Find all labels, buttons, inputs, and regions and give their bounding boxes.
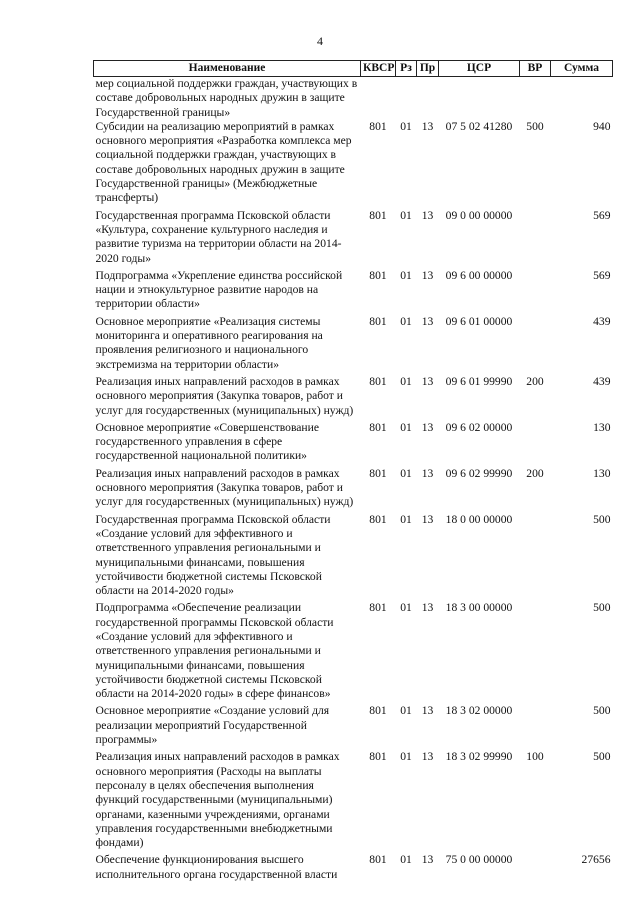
row-rz: 01 [400,420,412,434]
header-kvsr: КВСР [361,61,396,77]
row-kvsr: 801 [369,208,387,222]
row-rz: 01 [400,314,412,328]
row-sum: 500 [593,750,611,764]
row-rz: 01 [400,466,412,480]
row-csr: 09 6 00 00000 [445,268,513,282]
row-kvsr: 801 [369,466,387,480]
row-name: Основное мероприятие «Реализация системы мониторинга и оперативного реагирования на проявления религиозного и национального экстремизма на территории области» [95,314,323,371]
table-row [94,704,613,750]
row-rz: 01 [400,750,412,764]
row-vr [520,421,551,467]
header-sum: Сумма [551,61,613,77]
row-pr: 13 [421,314,434,328]
row-csr: 09 6 02 00000 [445,420,513,434]
row-rz: 01 [400,374,412,388]
table-row [94,120,613,209]
row-sum: 130 [593,420,611,434]
row-sum: 27656 [581,853,611,867]
row-pr: 13 [421,601,434,615]
row-pr: 13 [421,208,434,222]
header-name: Наименование [94,61,361,77]
row-kvsr: 801 [369,374,387,388]
row-rz: 01 [400,601,412,615]
row-sum: 500 [593,601,611,615]
row-kvsr: 801 [369,420,387,434]
table-header-row [94,61,613,77]
table-row [94,209,613,269]
row-name: Подпрограмма «Обеспечение реализации государственной программы Псковской области «Создание условий для эффективного и ответственного управления региональными и муниципальными финансами, повышения устойчивости бюджетной системы Псковской области на 2014-2020 годы» в сфере финансов» [95,601,334,701]
header-csr: ЦСР [439,61,520,77]
header-rz: Рз [396,61,417,77]
row-csr: 07 5 02 41280 [445,119,513,133]
row-name: Основное мероприятие «Создание условий для реализации мероприятий Государственной программы» [95,704,330,747]
row-csr: 18 3 02 00000 [445,704,513,718]
row-rz: 01 [400,512,412,526]
table-row [94,421,613,467]
table-row [94,853,613,885]
continuation-row [94,77,613,120]
row-pr: 13 [421,268,434,282]
row-csr: 09 6 01 00000 [445,314,513,328]
row-kvsr: 801 [369,601,387,615]
row-vr: 200 [526,374,544,388]
row-kvsr: 801 [369,268,387,282]
row-name: Субсидии на реализацию мероприятий в рамках основного мероприятия «Разработка комплекса мер социальной поддержки граждан, участвующих в составе добровольных народных дружин в защите Государственной границы» (Межбюджетные трансферты) [95,119,352,205]
row-vr [520,269,551,315]
row-name: Основное мероприятие «Совершенствование государственного управления в сфере государственной национальной политики» [95,420,319,463]
row-vr: 500 [526,119,544,133]
row-csr: 18 3 02 99990 [445,750,513,764]
row-pr: 13 [421,466,434,480]
row-csr: 75 0 00 00000 [445,853,513,867]
continuation-text: мер социальной поддержки граждан, участвующих в составе добровольных народных дружин в защите Государственной границы» [95,77,358,119]
table-row [94,513,613,602]
row-vr [520,853,551,885]
row-vr [520,601,551,704]
row-name: Подпрограмма «Укрепление единства российской нации и этнокультурное развитие народов на территории области» [95,268,343,311]
table-row [94,269,613,315]
row-name: Реализация иных направлений расходов в рамках основного мероприятия (Расходы на выплаты персоналу в целях обеспечения выполнения функций государственными (муниципальными) органами, казенными учреждениями, органами управления государственными внебюджетными фондами) [95,750,340,850]
row-name: Реализация иных направлений расходов в рамках основного мероприятия (Закупка товаров, работ и услуг для государственных (муниципальных) нужд) [95,466,354,509]
table-row [94,467,613,513]
row-kvsr: 801 [369,853,387,867]
row-csr: 18 3 00 00000 [445,601,513,615]
row-rz: 01 [400,208,412,222]
row-rz: 01 [400,268,412,282]
row-name: Государственная программа Псковской области «Создание условий для эффективного и ответственного управления региональными и муниципальными финансами, повышения устойчивости бюджетной системы Псковской области на 2014-2020 годы» [95,512,331,598]
table-row [94,315,613,375]
row-sum: 439 [593,314,611,328]
row-vr [520,315,551,375]
page-number: 4 [317,34,323,48]
row-pr: 13 [421,119,434,133]
row-pr: 13 [421,374,434,388]
row-kvsr: 801 [369,750,387,764]
header-vr: ВР [520,61,551,77]
row-vr [520,513,551,602]
row-vr: 200 [526,466,544,480]
row-name: Реализация иных направлений расходов в рамках основного мероприятия (Закупка товаров, работ и услуг для государственных (муниципальных) нужд) [95,374,354,417]
row-sum: 500 [593,512,611,526]
row-kvsr: 801 [369,119,387,133]
row-rz: 01 [400,704,412,718]
row-sum: 569 [593,268,611,282]
row-sum: 940 [593,119,611,133]
row-csr: 09 6 01 99990 [445,374,513,388]
row-csr: 09 0 00 00000 [445,208,513,222]
row-csr: 18 0 00 00000 [445,512,513,526]
row-pr: 13 [421,512,434,526]
row-sum: 130 [593,466,611,480]
row-vr [520,209,551,269]
row-pr: 13 [421,420,434,434]
row-sum: 569 [593,208,611,222]
row-sum: 500 [593,704,611,718]
row-kvsr: 801 [369,512,387,526]
row-pr: 13 [421,853,434,867]
row-pr: 13 [421,704,434,718]
row-vr [520,704,551,750]
budget-table [93,60,613,885]
row-kvsr: 801 [369,314,387,328]
row-pr: 13 [421,750,434,764]
row-rz: 01 [400,853,412,867]
row-vr: 100 [526,750,544,764]
table-row [94,750,613,853]
row-kvsr: 801 [369,704,387,718]
row-rz: 01 [400,119,412,133]
row-csr: 09 6 02 99990 [445,466,513,480]
row-name: Государственная программа Псковской области «Культура, сохранение культурного наследия и развитие туризма на территории области на 2014-2020 годы» [95,208,342,265]
table-row [94,601,613,704]
row-name: Обеспечение функционирования высшего исполнительного органа государственной власти [95,853,338,881]
header-pr: Пр [417,61,439,77]
row-sum: 439 [593,374,611,388]
table-row [94,375,613,421]
